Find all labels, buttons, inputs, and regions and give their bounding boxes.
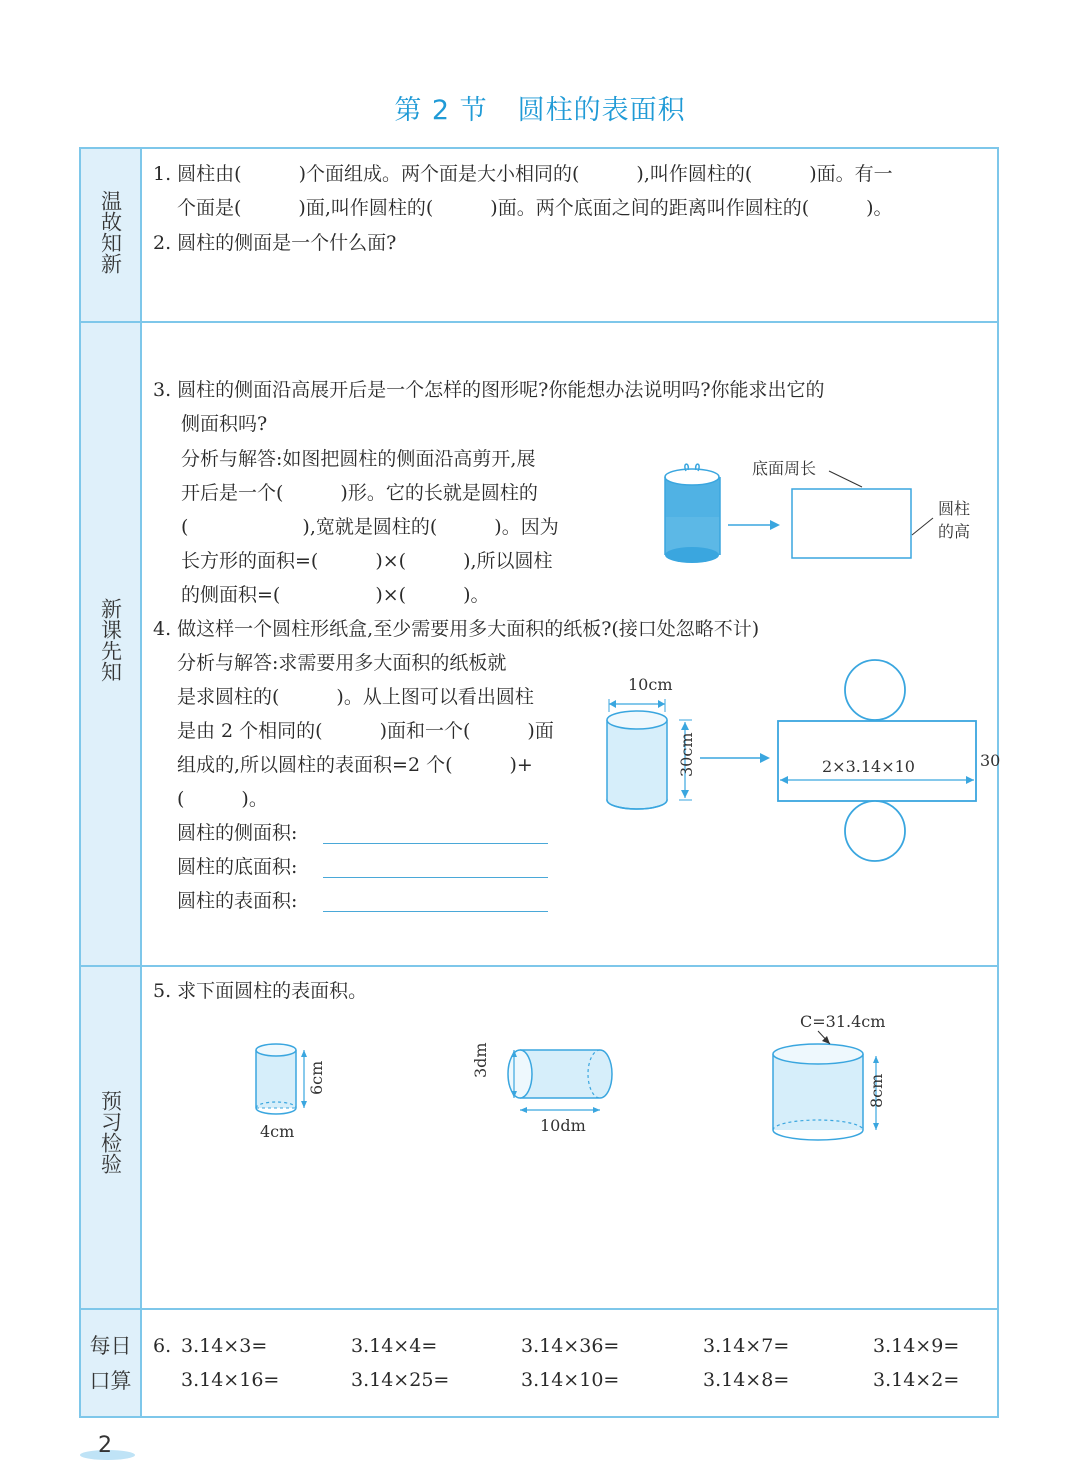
q4-diameter-label: 10cm — [628, 675, 673, 694]
q5-c1-height-label: 6cm — [307, 1060, 326, 1095]
q6-label: 6. — [153, 1335, 172, 1357]
q6-item: 3.14×16= — [181, 1369, 280, 1391]
q4-net-height-label: 30 — [980, 751, 1001, 770]
q4-answer-2: 是求圆柱的( )。从上图可以看出圆柱 — [177, 686, 534, 708]
section-number: 第 2 节 — [394, 95, 488, 126]
q4-answer-1: 分析与解答:求需要用多大面积的纸板就 — [177, 652, 507, 674]
q4-base-area-label: 圆柱的底面积: — [177, 856, 298, 878]
q6-item: 3.14×36= — [521, 1335, 620, 1357]
q1-line2: 个面是( )面,叫作圆柱的( )面。两个底面之间的距离叫作圆柱的( )。 — [177, 197, 893, 219]
q3-answer-3: ( ),宽就是圆柱的( )。因为 — [181, 516, 559, 538]
q6-item: 3.14×7= — [703, 1335, 790, 1357]
q5-c3-circumference-label: C=31.4cm — [800, 1012, 886, 1031]
q4-line1: 4. 做这样一个圆柱形纸盒,至少需要用多大面积的纸板?(接口处忽略不计) — [153, 618, 760, 640]
q4-net-length-label: 2×3.14×10 — [822, 757, 915, 776]
q6-item: 3.14×25= — [351, 1369, 450, 1391]
section-label-daily-top: 每日 — [89, 1334, 132, 1358]
section-name: 圆柱的表面积 — [517, 95, 686, 126]
q4-answer-3: 是由 2 个相同的( )面和一个( )面 — [177, 720, 554, 742]
q4-surface-area-label: 圆柱的表面积: — [177, 890, 298, 912]
q4-answer-5: ( )。 — [177, 788, 268, 810]
q6-item: 3.14×8= — [703, 1369, 790, 1391]
q5-cylinder-3 — [773, 1031, 879, 1140]
q3-line2: 侧面积吗? — [181, 413, 268, 435]
q1-line1: 1. 圆柱由( )个面组成。两个面是大小相同的( ),叫作圆柱的( )面。有一 — [153, 163, 893, 185]
q5-c1-diameter-label: 4cm — [260, 1122, 295, 1141]
section-label-check-text: 预习检验 — [98, 1090, 123, 1174]
q3-line1: 3. 圆柱的侧面沿高展开后是一个怎样的图形呢?你能想办法说明吗?你能求出它的 — [153, 379, 825, 401]
q6-item: 3.14×10= — [521, 1369, 620, 1391]
q3-length-label: 底面周长 — [752, 459, 817, 478]
q3-answer-4: 长方形的面积=( )×( ),所以圆柱 — [181, 550, 553, 572]
page-number: 2 — [98, 1433, 112, 1458]
q6-item: 3.14×2= — [873, 1369, 960, 1391]
q5-cylinder-1 — [256, 1044, 307, 1114]
section-label-review-text: 温故知新 — [98, 190, 123, 274]
q4-height-label: 30cm — [677, 732, 696, 777]
q4-answer-4: 组成的,所以圆柱的表面积=2 个( )+ — [177, 754, 533, 776]
section-label-preview-text: 新课先知 — [98, 598, 123, 682]
q2-text: 2. 圆柱的侧面是一个什么面? — [153, 232, 397, 254]
q5-c2-length-label: 10dm — [540, 1116, 586, 1135]
q6-item: 3.14×9= — [873, 1335, 960, 1357]
section-label-daily-bottom: 口算 — [89, 1369, 132, 1393]
q3-height-label-1: 圆柱 — [938, 499, 971, 518]
q5-c2-diameter-label: 3dm — [471, 1042, 490, 1078]
q5-c3-height-label: 8cm — [867, 1073, 886, 1108]
q5-cylinder-2 — [508, 1050, 612, 1113]
q5-text: 5. 求下面圆柱的表面积。 — [153, 980, 368, 1002]
q6-item: 3.14×3= — [181, 1335, 268, 1357]
q4-side-area-label: 圆柱的侧面积: — [177, 822, 298, 844]
q3-answer-2: 开后是一个( )形。它的长就是圆柱的 — [181, 482, 538, 504]
q6-item: 3.14×4= — [351, 1335, 438, 1357]
q3-answer-5: 的侧面积=( )×( )。 — [181, 584, 490, 606]
q3-height-label-2: 的高 — [938, 522, 971, 541]
q3-answer-1: 分析与解答:如图把圆柱的侧面沿高剪开,展 — [181, 448, 536, 470]
